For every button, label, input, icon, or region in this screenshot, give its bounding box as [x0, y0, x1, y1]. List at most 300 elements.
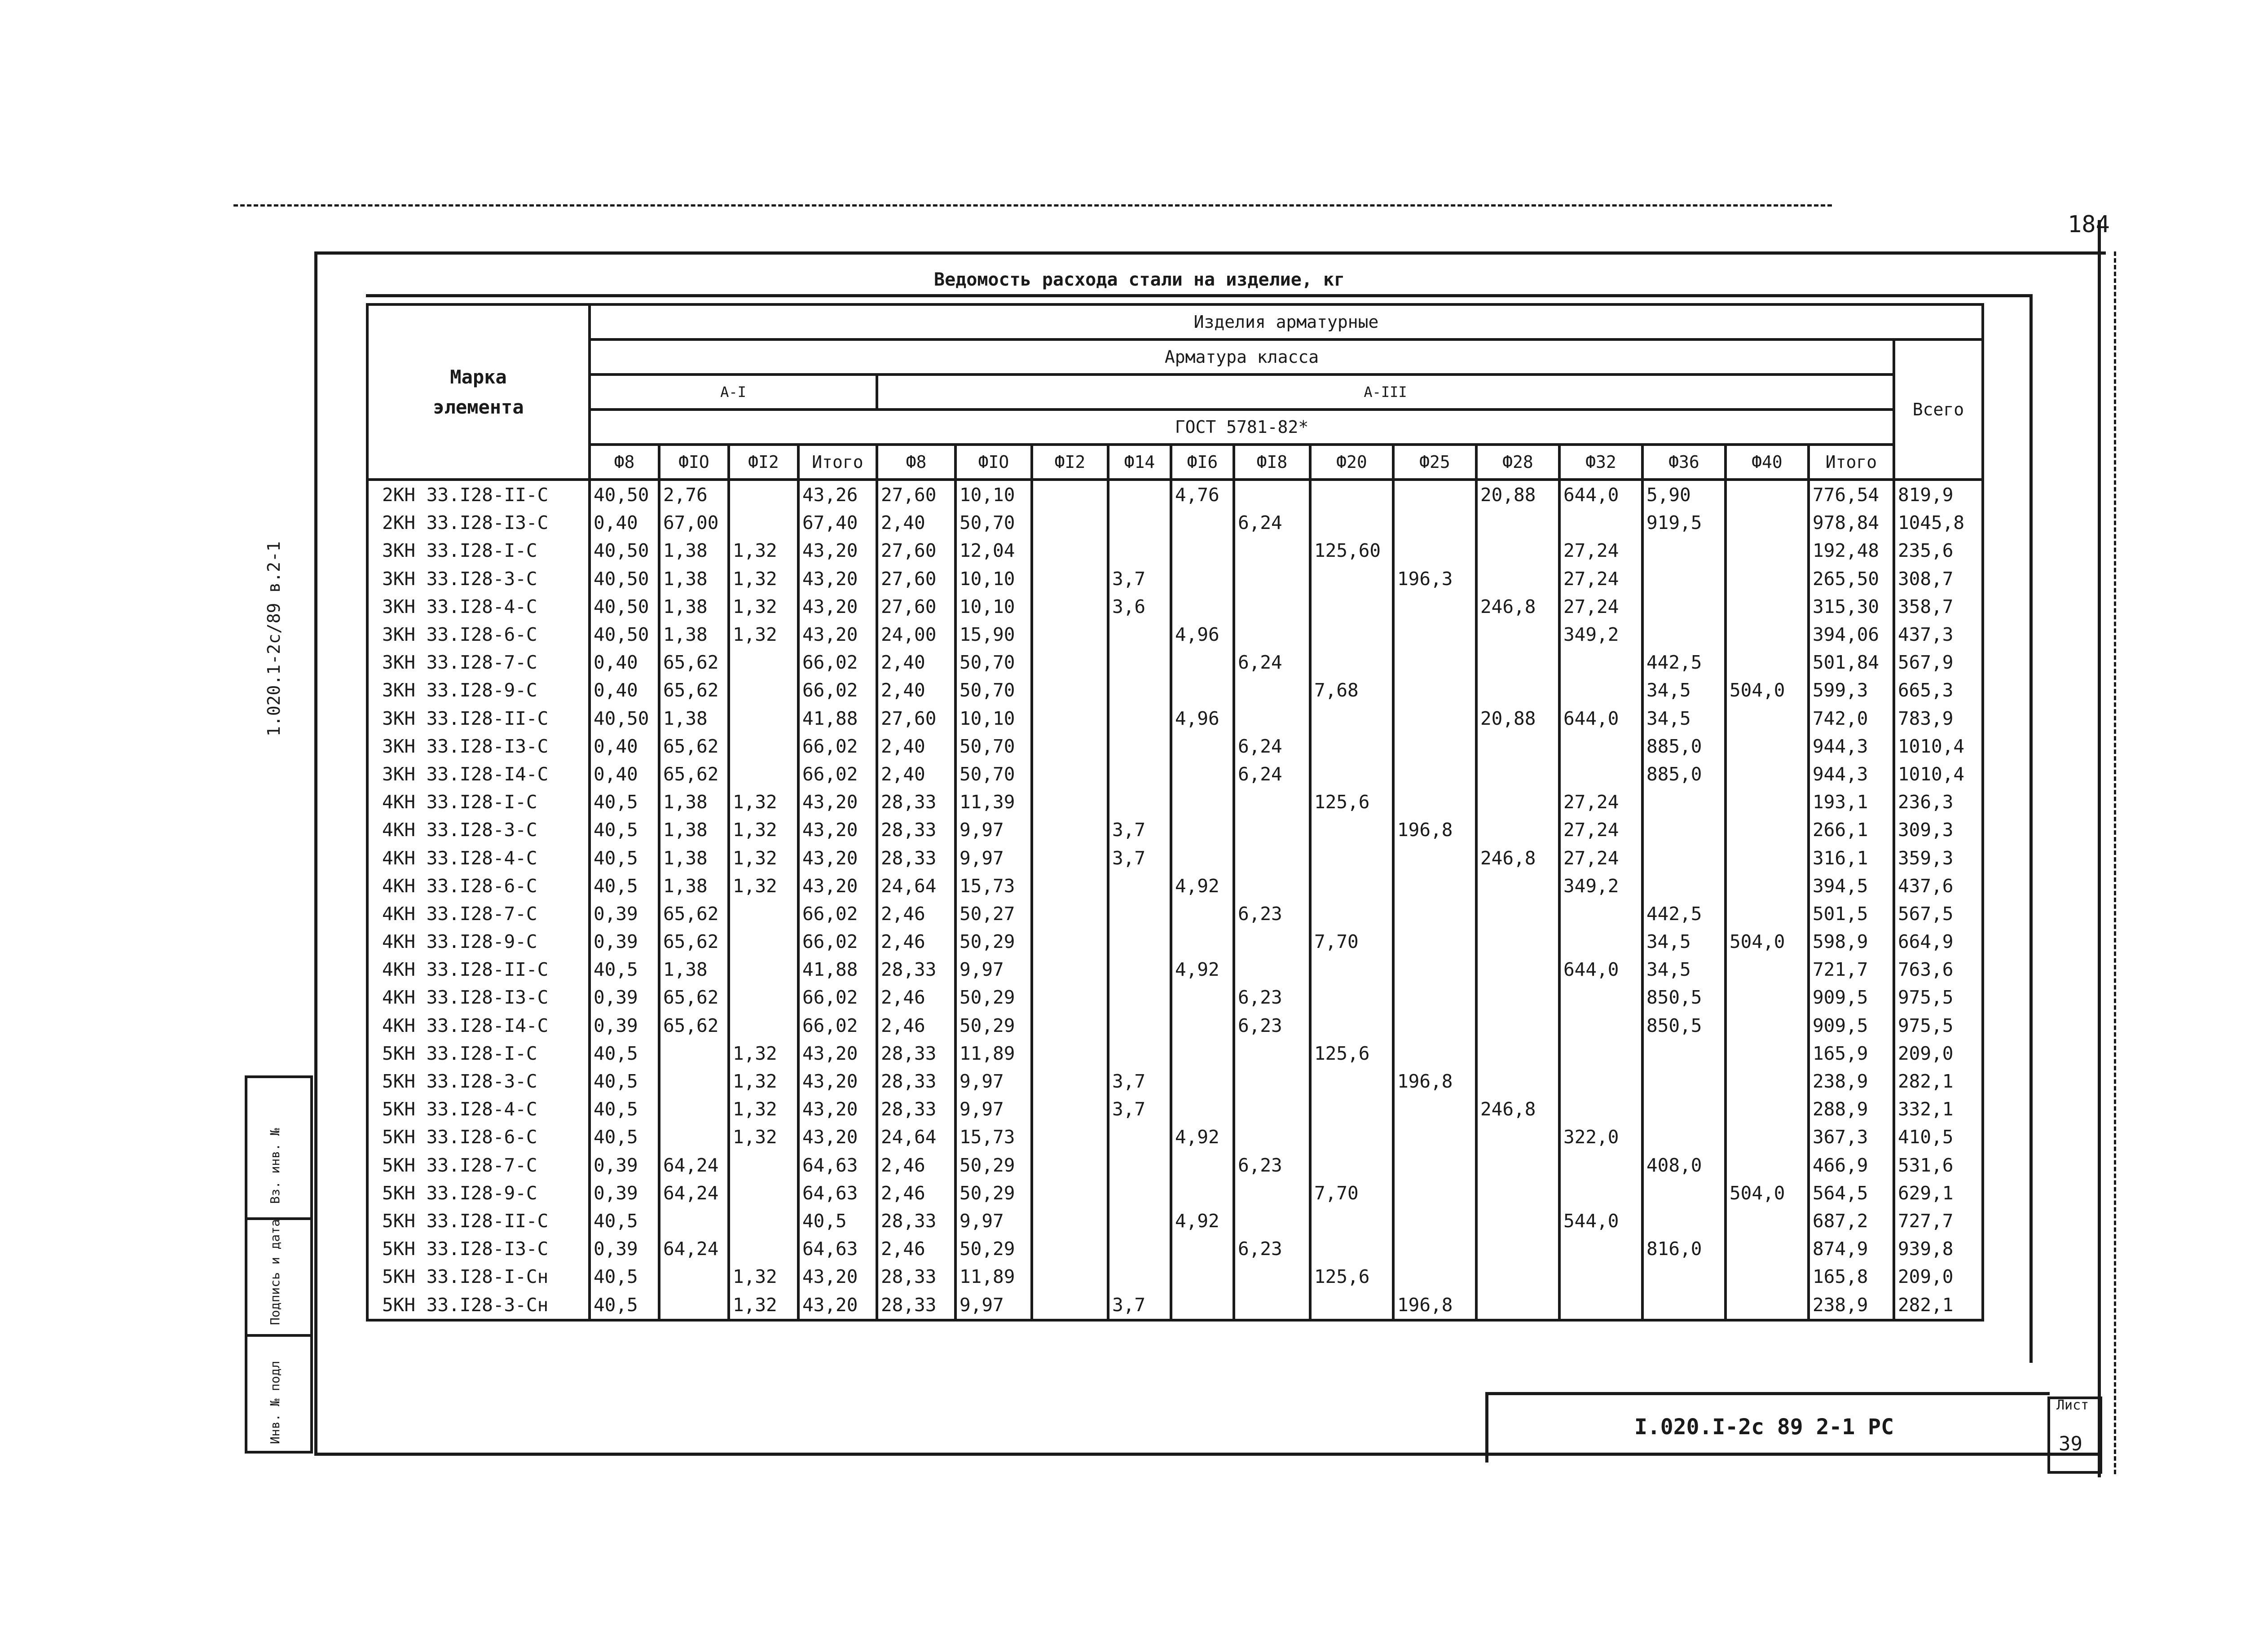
- value-cell: 5,90: [1642, 480, 1726, 509]
- value-cell: 66,02: [798, 928, 877, 956]
- value-cell: 2,46: [877, 1151, 955, 1179]
- value-cell: [1310, 1291, 1393, 1320]
- value-cell: 3,7: [1108, 1291, 1171, 1320]
- value-cell: [1171, 1040, 1234, 1067]
- value-cell: 24,64: [877, 872, 955, 900]
- value-cell: [1310, 872, 1393, 900]
- value-cell: 9,97: [955, 956, 1032, 983]
- value-cell: 66,02: [798, 732, 877, 760]
- value-cell: 40,50: [590, 593, 659, 621]
- value-cell: 0,39: [590, 1012, 659, 1040]
- value-cell: [1108, 1207, 1171, 1235]
- value-cell: [1393, 1207, 1476, 1235]
- table-row: [367, 1179, 1983, 1207]
- value-cell: 644,0: [1559, 705, 1642, 732]
- value-cell: 816,0: [1642, 1235, 1726, 1263]
- value-cell: [1108, 1179, 1171, 1207]
- value-cell: 349,2: [1559, 872, 1642, 900]
- value-cell: [1642, 1123, 1726, 1151]
- value-cell: 43,20: [798, 621, 877, 648]
- column-header: Ф32: [1559, 445, 1642, 480]
- gost-header: ГОСТ 5781-82*: [590, 410, 1894, 445]
- column-header: Итого: [1809, 445, 1894, 480]
- value-cell: 28,33: [877, 1263, 955, 1291]
- value-cell: [1476, 1123, 1559, 1151]
- value-cell: [1559, 1095, 1642, 1123]
- value-cell: [1108, 621, 1171, 648]
- value-cell: [1032, 1235, 1108, 1263]
- value-cell: 125,60: [1310, 537, 1393, 564]
- value-cell: 567,9: [1894, 648, 1983, 676]
- value-cell: [1310, 1067, 1393, 1095]
- value-cell: [1642, 788, 1726, 816]
- value-cell: [1726, 900, 1809, 928]
- value-cell: 2,46: [877, 1012, 955, 1040]
- value-cell: [1234, 1040, 1310, 1067]
- element-mark-cell: 3КН 33.I28-I-С: [367, 537, 590, 564]
- value-cell: 28,33: [877, 1291, 955, 1320]
- value-cell: 9,97: [955, 1207, 1032, 1235]
- value-cell: 315,30: [1809, 593, 1894, 621]
- value-cell: [1559, 509, 1642, 537]
- value-cell: 1,32: [729, 621, 798, 648]
- value-cell: 27,60: [877, 705, 955, 732]
- value-cell: [729, 760, 798, 788]
- value-cell: 40,5: [590, 788, 659, 816]
- value-cell: 6,23: [1234, 1012, 1310, 1040]
- value-cell: 644,0: [1559, 480, 1642, 509]
- value-cell: 598,9: [1809, 928, 1894, 956]
- value-cell: [1234, 788, 1310, 816]
- table-row: [367, 1067, 1983, 1095]
- value-cell: [1234, 872, 1310, 900]
- value-cell: 944,3: [1809, 732, 1894, 760]
- value-cell: 40,5: [590, 1207, 659, 1235]
- value-cell: [729, 900, 798, 928]
- value-cell: 246,8: [1476, 844, 1559, 872]
- value-cell: 66,02: [798, 1012, 877, 1040]
- value-cell: [1234, 593, 1310, 621]
- mark-header: [367, 304, 590, 480]
- value-cell: 65,62: [659, 760, 729, 788]
- value-cell: 564,5: [1809, 1179, 1894, 1207]
- value-cell: [1476, 1151, 1559, 1179]
- value-cell: [1393, 593, 1476, 621]
- table-row: [367, 760, 1983, 788]
- table-row: [367, 1095, 1983, 1123]
- value-cell: 43,20: [798, 1040, 877, 1067]
- table-row: [367, 480, 1983, 509]
- value-cell: 196,8: [1393, 1067, 1476, 1095]
- value-cell: 28,33: [877, 1207, 955, 1235]
- value-cell: 1,38: [659, 705, 729, 732]
- value-cell: [1310, 956, 1393, 983]
- value-cell: [1310, 648, 1393, 676]
- value-cell: 66,02: [798, 900, 877, 928]
- table-row: [367, 788, 1983, 816]
- element-mark-cell: 5КН 33.I28-I-Сн: [367, 1263, 590, 1291]
- table-row: [367, 844, 1983, 872]
- value-cell: 975,5: [1894, 983, 1983, 1011]
- value-cell: 196,8: [1393, 1291, 1476, 1320]
- value-cell: [729, 705, 798, 732]
- value-cell: 885,0: [1642, 760, 1726, 788]
- value-cell: 410,5: [1894, 1123, 1983, 1151]
- value-cell: [1559, 648, 1642, 676]
- value-cell: 43,20: [798, 872, 877, 900]
- table-row: [367, 1040, 1983, 1067]
- stamp-divider: [247, 1334, 310, 1337]
- value-cell: 919,5: [1642, 509, 1726, 537]
- element-mark-cell: 4КН 33.I28-II-С: [367, 956, 590, 983]
- column-header: Ф8: [877, 445, 955, 480]
- value-cell: 10,10: [955, 593, 1032, 621]
- value-cell: 850,5: [1642, 983, 1726, 1011]
- table-row: [367, 956, 1983, 983]
- value-cell: [1310, 593, 1393, 621]
- value-cell: [1310, 1207, 1393, 1235]
- value-cell: 64,24: [659, 1235, 729, 1263]
- element-mark-cell: 4КН 33.I28-I4-С: [367, 1012, 590, 1040]
- table-row: [367, 705, 1983, 732]
- value-cell: 65,62: [659, 676, 729, 704]
- value-cell: [1476, 1067, 1559, 1095]
- value-cell: [1171, 509, 1234, 537]
- value-cell: 50,29: [955, 983, 1032, 1011]
- value-cell: 27,60: [877, 537, 955, 564]
- value-cell: 567,5: [1894, 900, 1983, 928]
- element-header-label: элемента: [433, 396, 524, 418]
- value-cell: [1393, 956, 1476, 983]
- value-cell: [1393, 1095, 1476, 1123]
- document-designation: I.020.I-2с 89 2-1 РС: [1634, 1414, 1894, 1440]
- value-cell: 50,70: [955, 760, 1032, 788]
- value-cell: 466,9: [1809, 1151, 1894, 1179]
- class-a3-header: А-III: [877, 374, 1894, 410]
- value-cell: [1726, 788, 1809, 816]
- value-cell: 2,46: [877, 1179, 955, 1207]
- value-cell: 4,92: [1171, 956, 1234, 983]
- value-cell: [1171, 760, 1234, 788]
- value-cell: [1476, 732, 1559, 760]
- value-cell: 27,60: [877, 593, 955, 621]
- table-row: [367, 593, 1983, 621]
- value-cell: [1726, 1012, 1809, 1040]
- value-cell: [1032, 1179, 1108, 1207]
- value-cell: 687,2: [1809, 1207, 1894, 1235]
- value-cell: 27,24: [1559, 537, 1642, 564]
- value-cell: [1726, 1291, 1809, 1320]
- value-cell: [1726, 816, 1809, 844]
- value-cell: 1,32: [729, 844, 798, 872]
- value-cell: [1032, 509, 1108, 537]
- value-cell: 394,5: [1809, 872, 1894, 900]
- column-header: Ф40: [1726, 445, 1809, 480]
- value-cell: [1032, 537, 1108, 564]
- value-cell: [1171, 1067, 1234, 1095]
- value-cell: [1108, 760, 1171, 788]
- value-cell: 67,00: [659, 509, 729, 537]
- column-header: ФI8: [1234, 445, 1310, 480]
- value-cell: 442,5: [1642, 648, 1726, 676]
- column-header: Ф20: [1310, 445, 1393, 480]
- value-cell: [1234, 537, 1310, 564]
- value-cell: 65,62: [659, 1012, 729, 1040]
- value-cell: [1310, 1012, 1393, 1040]
- element-mark-cell: 4КН 33.I28-I-С: [367, 788, 590, 816]
- value-cell: 1,38: [659, 872, 729, 900]
- value-cell: 11,89: [955, 1040, 1032, 1067]
- value-cell: [1559, 760, 1642, 788]
- value-cell: 209,0: [1894, 1040, 1983, 1067]
- value-cell: [1108, 537, 1171, 564]
- value-cell: [1032, 956, 1108, 983]
- value-cell: [1234, 1179, 1310, 1207]
- value-cell: [1032, 480, 1108, 509]
- value-cell: [1108, 480, 1171, 509]
- value-cell: [659, 1067, 729, 1095]
- value-cell: 246,8: [1476, 1095, 1559, 1123]
- value-cell: [1726, 732, 1809, 760]
- value-cell: [1234, 844, 1310, 872]
- value-cell: [1393, 621, 1476, 648]
- value-cell: 0,39: [590, 928, 659, 956]
- value-cell: [1642, 844, 1726, 872]
- table-row: [367, 1263, 1983, 1291]
- value-cell: [1726, 480, 1809, 509]
- value-cell: [1393, 788, 1476, 816]
- value-cell: [1171, 1012, 1234, 1040]
- value-cell: 1,32: [729, 1067, 798, 1095]
- value-cell: 34,5: [1642, 928, 1726, 956]
- value-cell: 4,92: [1171, 1123, 1234, 1151]
- value-cell: 1,38: [659, 956, 729, 983]
- value-cell: [1108, 983, 1171, 1011]
- value-cell: [729, 480, 798, 509]
- value-cell: [1108, 1151, 1171, 1179]
- value-cell: 1,32: [729, 593, 798, 621]
- value-cell: 3,7: [1108, 816, 1171, 844]
- value-cell: 850,5: [1642, 1012, 1726, 1040]
- value-cell: 644,0: [1559, 956, 1642, 983]
- element-mark-cell: 5КН 33.I28-6-С: [367, 1123, 590, 1151]
- class-a1-header: А-I: [590, 374, 877, 410]
- value-cell: [1310, 844, 1393, 872]
- value-cell: 6,24: [1234, 648, 1310, 676]
- element-mark-cell: 3КН 33.I28-II-С: [367, 705, 590, 732]
- value-cell: 408,0: [1642, 1151, 1726, 1179]
- value-cell: 50,70: [955, 732, 1032, 760]
- value-cell: 2,76: [659, 480, 729, 509]
- value-cell: [1171, 844, 1234, 872]
- value-cell: [659, 1207, 729, 1235]
- revision-stamp: [245, 1075, 313, 1454]
- frame-top-border: [314, 251, 2106, 255]
- value-cell: 975,5: [1894, 1012, 1983, 1040]
- value-cell: [1032, 1151, 1108, 1179]
- value-cell: 40,5: [590, 1095, 659, 1123]
- value-cell: 66,02: [798, 983, 877, 1011]
- value-cell: 27,60: [877, 565, 955, 593]
- value-cell: 43,20: [798, 537, 877, 564]
- value-cell: [1642, 1179, 1726, 1207]
- table-row: [367, 621, 1983, 648]
- value-cell: 0,40: [590, 760, 659, 788]
- value-cell: [1726, 983, 1809, 1011]
- value-cell: 1,38: [659, 844, 729, 872]
- value-cell: [1171, 983, 1234, 1011]
- element-mark-cell: 4КН 33.I28-7-С: [367, 900, 590, 928]
- value-cell: 7,68: [1310, 676, 1393, 704]
- value-cell: [1476, 900, 1559, 928]
- value-cell: [1726, 1067, 1809, 1095]
- value-cell: 1,38: [659, 593, 729, 621]
- value-cell: [1310, 565, 1393, 593]
- value-cell: [1476, 983, 1559, 1011]
- element-mark-cell: 5КН 33.I28-4-С: [367, 1095, 590, 1123]
- value-cell: [1032, 705, 1108, 732]
- value-cell: [1310, 509, 1393, 537]
- value-cell: [1726, 621, 1809, 648]
- value-cell: [1310, 1151, 1393, 1179]
- value-cell: 40,5: [590, 872, 659, 900]
- value-cell: 1,32: [729, 1040, 798, 1067]
- value-cell: 24,00: [877, 621, 955, 648]
- value-cell: [1642, 1095, 1726, 1123]
- value-cell: 308,7: [1894, 565, 1983, 593]
- value-cell: [1234, 928, 1310, 956]
- value-cell: [1234, 705, 1310, 732]
- element-mark-cell: 5КН 33.I28-3-С: [367, 1067, 590, 1095]
- value-cell: [1234, 676, 1310, 704]
- value-cell: 50,29: [955, 1179, 1032, 1207]
- value-cell: 15,73: [955, 872, 1032, 900]
- value-cell: 367,3: [1809, 1123, 1894, 1151]
- value-cell: 282,1: [1894, 1291, 1983, 1320]
- value-cell: [1476, 788, 1559, 816]
- value-cell: 50,29: [955, 928, 1032, 956]
- element-mark-cell: 5КН 33.I28-I3-С: [367, 1235, 590, 1263]
- value-cell: [1171, 1291, 1234, 1320]
- value-cell: [659, 1263, 729, 1291]
- element-mark-cell: 4КН 33.I28-3-С: [367, 816, 590, 844]
- value-cell: 43,20: [798, 816, 877, 844]
- value-cell: 28,33: [877, 1040, 955, 1067]
- value-cell: [1108, 676, 1171, 704]
- value-cell: [1032, 928, 1108, 956]
- value-cell: [1393, 1263, 1476, 1291]
- value-cell: 2,40: [877, 732, 955, 760]
- element-mark-cell: 2КН 33.I28-I3-С: [367, 509, 590, 537]
- value-cell: 1,32: [729, 788, 798, 816]
- value-cell: [1032, 1207, 1108, 1235]
- value-cell: 66,02: [798, 760, 877, 788]
- value-cell: [1032, 900, 1108, 928]
- value-cell: 4,92: [1171, 872, 1234, 900]
- value-cell: 64,63: [798, 1179, 877, 1207]
- value-cell: 501,5: [1809, 900, 1894, 928]
- value-cell: [1108, 900, 1171, 928]
- value-cell: 1,32: [729, 1291, 798, 1320]
- value-cell: 40,5: [590, 1291, 659, 1320]
- value-cell: [1726, 593, 1809, 621]
- value-cell: 742,0: [1809, 705, 1894, 732]
- value-cell: [1642, 1067, 1726, 1095]
- value-cell: [1108, 1123, 1171, 1151]
- value-cell: [1726, 509, 1809, 537]
- value-cell: 50,70: [955, 648, 1032, 676]
- value-cell: 27,24: [1559, 844, 1642, 872]
- value-cell: 40,50: [590, 621, 659, 648]
- value-cell: [1726, 844, 1809, 872]
- value-cell: 1,32: [729, 1123, 798, 1151]
- value-cell: 7,70: [1310, 1179, 1393, 1207]
- value-cell: [1032, 760, 1108, 788]
- value-cell: 6,23: [1234, 1235, 1310, 1263]
- value-cell: 28,33: [877, 1067, 955, 1095]
- value-cell: 43,20: [798, 565, 877, 593]
- value-cell: 3,7: [1108, 1067, 1171, 1095]
- column-header: ФI6: [1171, 445, 1234, 480]
- value-cell: 504,0: [1726, 1179, 1809, 1207]
- value-cell: 50,70: [955, 676, 1032, 704]
- value-cell: 43,20: [798, 1291, 877, 1320]
- column-header: Ф28: [1476, 445, 1559, 480]
- top-dashed-rule: [233, 204, 1832, 207]
- value-cell: [1234, 621, 1310, 648]
- value-cell: 1045,8: [1894, 509, 1983, 537]
- value-cell: 27,24: [1559, 788, 1642, 816]
- value-cell: [1171, 1095, 1234, 1123]
- value-cell: 874,9: [1809, 1235, 1894, 1263]
- value-cell: [1171, 788, 1234, 816]
- value-cell: 125,6: [1310, 788, 1393, 816]
- value-cell: [1393, 1151, 1476, 1179]
- value-cell: 11,39: [955, 788, 1032, 816]
- value-cell: 40,5: [590, 956, 659, 983]
- table-outer-right-border: [2029, 294, 2033, 1363]
- value-cell: [1310, 705, 1393, 732]
- table-row: [367, 1207, 1983, 1235]
- reinforcement-class-header: Арматура класса: [590, 339, 1894, 374]
- value-cell: 0,40: [590, 676, 659, 704]
- value-cell: [1310, 480, 1393, 509]
- value-cell: 266,1: [1809, 816, 1894, 844]
- value-cell: 2,40: [877, 509, 955, 537]
- value-cell: 531,6: [1894, 1151, 1983, 1179]
- value-cell: [1476, 1179, 1559, 1207]
- value-cell: 0,39: [590, 1235, 659, 1263]
- value-cell: 3,6: [1108, 593, 1171, 621]
- value-cell: [1108, 732, 1171, 760]
- value-cell: 40,5: [590, 1263, 659, 1291]
- element-mark-cell: 4КН 33.I28-I3-С: [367, 983, 590, 1011]
- value-cell: 4,92: [1171, 1207, 1234, 1235]
- value-cell: [1310, 760, 1393, 788]
- value-cell: [1108, 1040, 1171, 1067]
- value-cell: 28,33: [877, 844, 955, 872]
- value-cell: [1032, 593, 1108, 621]
- value-cell: 236,3: [1894, 788, 1983, 816]
- value-cell: 6,23: [1234, 900, 1310, 928]
- table-row: [367, 648, 1983, 676]
- value-cell: 6,24: [1234, 509, 1310, 537]
- value-cell: [1032, 676, 1108, 704]
- value-cell: 20,88: [1476, 480, 1559, 509]
- value-cell: [1642, 621, 1726, 648]
- value-cell: 64,63: [798, 1151, 877, 1179]
- value-cell: [1476, 1040, 1559, 1067]
